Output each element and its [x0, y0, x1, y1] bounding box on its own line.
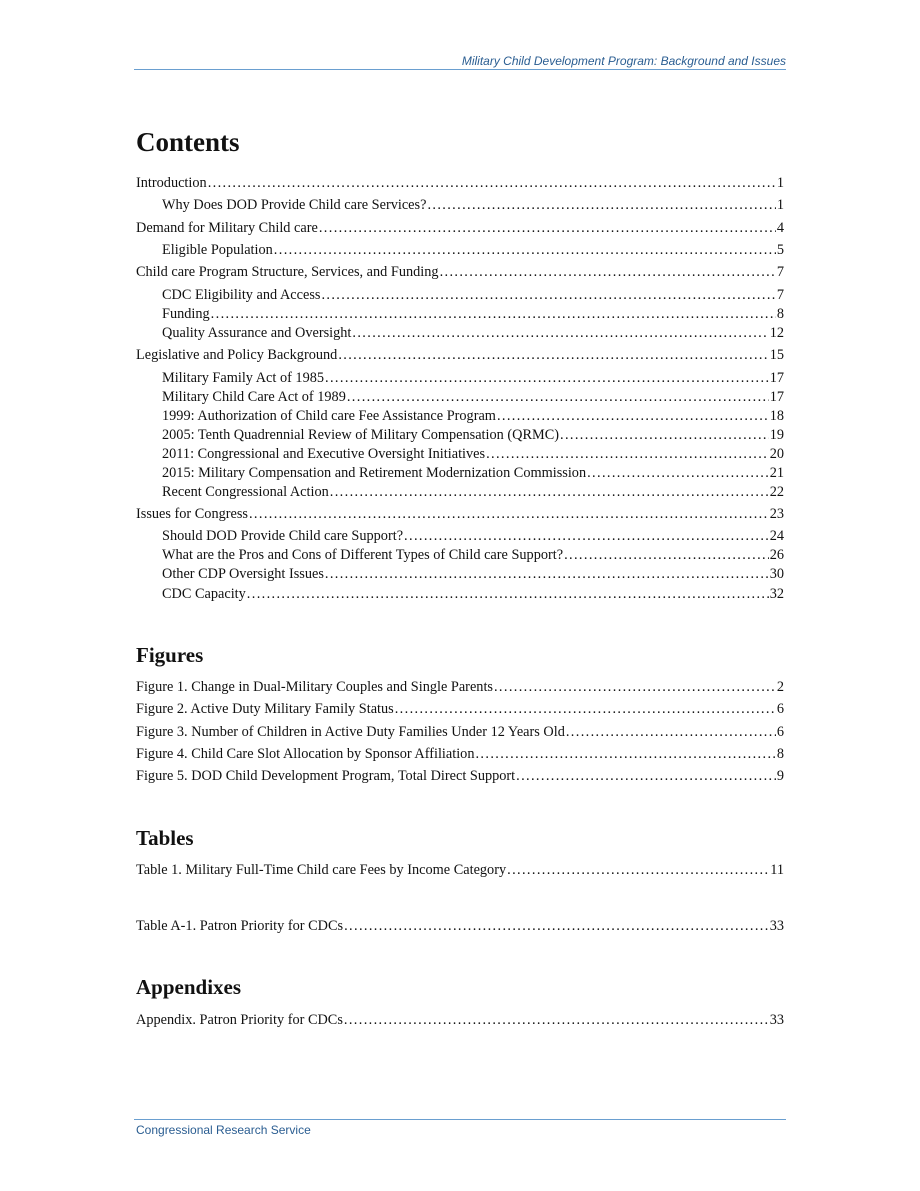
figure-entry-label: Figure 1. Change in Dual-Military Couples and Single Parents [136, 679, 493, 695]
table-entry[interactable] [136, 862, 784, 879]
appendixes-heading: Appendixes [136, 975, 242, 999]
toc-entry-page: 22 [769, 484, 784, 500]
toc-entry-page: 1 [776, 175, 784, 191]
figure-entry-label: Figure 5. DOD Child Development Program, Total Direct Support [136, 768, 516, 784]
toc-entry-label: Eligible Population [162, 242, 273, 258]
table-entry-label: Table A-1. Patron Priority for CDCs [136, 918, 344, 934]
toc-entry-label: Child care Program Structure, Services, and Funding [136, 264, 439, 280]
table-entry-label: Table 1. Military Full-Time Child care Fees by Income Category [136, 862, 507, 878]
figure-entry-page: 2 [776, 679, 784, 695]
toc-entry[interactable] [162, 484, 784, 501]
toc-entry[interactable] [136, 175, 784, 192]
toc-entry[interactable] [162, 197, 784, 214]
toc-entry-label: Why Does DOD Provide Child care Services? [162, 197, 427, 213]
toc-entry-label: 2015: Military Compensation and Retirement Modernization Commission [162, 465, 587, 481]
toc-entry[interactable] [162, 465, 784, 482]
toc-entry-label: Recent Congressional Action [162, 484, 329, 500]
toc-leader [249, 506, 769, 523]
toc-leader [274, 242, 776, 259]
toc-entry[interactable] [136, 220, 784, 237]
toc-entry-label: CDC Eligibility and Access [162, 287, 321, 303]
toc-leader [497, 408, 769, 425]
toc-entry-label: Should DOD Provide Child care Support? [162, 528, 404, 544]
toc-entry-label: Military Child Care Act of 1989 [162, 389, 346, 405]
toc-entry[interactable] [162, 287, 784, 304]
figure-entry-page: 8 [776, 746, 784, 762]
toc-leader [325, 370, 769, 387]
toc-leader [516, 768, 776, 785]
figure-entry[interactable] [136, 768, 784, 785]
toc-entry-page: 18 [769, 408, 784, 424]
toc-leader [440, 264, 776, 281]
toc-entry[interactable] [162, 586, 784, 603]
toc-entry[interactable] [162, 325, 784, 342]
toc-entry[interactable] [162, 242, 784, 259]
appendix-entry-page: 33 [769, 1012, 784, 1028]
figure-entry[interactable] [136, 746, 784, 763]
toc-leader [507, 862, 769, 879]
toc-entry[interactable] [162, 446, 784, 463]
toc-entry[interactable] [136, 347, 784, 364]
toc-entry[interactable] [162, 427, 784, 444]
toc-entry-label: Military Family Act of 1985 [162, 370, 325, 386]
table-entry[interactable] [136, 918, 784, 935]
toc-leader [344, 918, 769, 935]
table-entry-page: 33 [769, 918, 784, 934]
figures-heading: Figures [136, 643, 204, 667]
toc-leader [352, 325, 768, 342]
figure-entry-label: Figure 2. Active Duty Military Family Status [136, 701, 394, 717]
toc-entry-page: 8 [776, 306, 784, 322]
figure-entry-label: Figure 3. Number of Children in Active Duty Families Under 12 Years Old [136, 724, 565, 740]
toc-leader [344, 1012, 769, 1029]
toc-entry-label: 2011: Congressional and Executive Oversight Initiatives [162, 446, 486, 462]
toc-leader [247, 586, 769, 603]
toc-leader [211, 306, 776, 323]
toc-leader [427, 197, 775, 214]
toc-entry[interactable] [162, 547, 784, 564]
toc-leader [486, 446, 769, 463]
toc-leader [404, 528, 769, 545]
toc-leader [325, 566, 769, 583]
toc-leader [587, 465, 769, 482]
appendix-entry-label: Appendix. Patron Priority for CDCs [136, 1012, 343, 1028]
toc-entry-page: 23 [769, 506, 784, 522]
toc-entry[interactable] [136, 506, 784, 523]
toc-entry[interactable] [162, 389, 784, 406]
toc-leader [560, 427, 769, 444]
toc-entry-label: Introduction [136, 175, 207, 191]
toc-entry-label: Issues for Congress [136, 506, 248, 522]
toc-entry[interactable] [162, 566, 784, 583]
toc-entry-label: CDC Capacity [162, 586, 246, 602]
toc-leader [494, 679, 776, 696]
toc-entry-page: 17 [769, 370, 784, 386]
toc-entry-page: 21 [769, 465, 784, 481]
figure-entry-page: 6 [776, 701, 784, 717]
toc-entry-page: 26 [769, 547, 784, 563]
toc-entry-label: 1999: Authorization of Child care Fee Assistance Program [162, 408, 496, 424]
toc-entry-label: Demand for Military Child care [136, 220, 318, 236]
footer-rule [134, 1119, 786, 1120]
toc-leader [475, 746, 775, 763]
toc-entry-label: Legislative and Policy Background [136, 347, 338, 363]
toc-entry[interactable] [162, 370, 784, 387]
toc-entry-label: Other CDP Oversight Issues [162, 566, 324, 582]
figure-entry[interactable] [136, 701, 784, 718]
toc-entry-label: What are the Pros and Cons of Different Types of Child care Support? [162, 547, 564, 563]
toc-leader [208, 175, 776, 192]
figure-entry[interactable] [136, 679, 784, 696]
figure-entry[interactable] [136, 724, 784, 741]
toc-leader [564, 547, 769, 564]
header-rule [134, 69, 786, 70]
toc-entry-page: 4 [776, 220, 784, 236]
toc-entry[interactable] [136, 264, 784, 281]
figure-entry-page: 6 [776, 724, 784, 740]
toc-leader [321, 287, 775, 304]
toc-leader [338, 347, 768, 364]
appendix-entry[interactable] [136, 1012, 784, 1029]
toc-entry-page: 19 [769, 427, 784, 443]
toc-leader [566, 724, 776, 741]
toc-entry-page: 15 [769, 347, 784, 363]
toc-entry[interactable] [162, 306, 784, 323]
tables-heading: Tables [136, 826, 194, 850]
toc-entry-label: Funding [162, 306, 210, 322]
toc-leader [395, 701, 776, 718]
toc-entry-page: 1 [776, 197, 784, 213]
toc-leader [319, 220, 776, 237]
table-entry-page: 11 [770, 862, 784, 878]
toc-entry-page: 7 [776, 287, 784, 303]
toc-entry-page: 7 [776, 264, 784, 280]
toc-entry[interactable] [162, 528, 784, 545]
toc-entry-page: 30 [769, 566, 784, 582]
toc-entry-label: 2005: Tenth Quadrennial Review of Military Compensation (QRMC) [162, 427, 560, 443]
toc-entry-page: 32 [769, 586, 784, 602]
toc-entry-page: 5 [776, 242, 784, 258]
toc-entry-page: 12 [769, 325, 784, 341]
running-header: Military Child Development Program: Background and Issues [461, 54, 786, 68]
contents-heading: Contents [136, 127, 240, 157]
toc-leader [347, 389, 769, 406]
toc-entry-page: 24 [769, 528, 784, 544]
figure-entry-page: 9 [776, 768, 784, 784]
toc-entry-label: Quality Assurance and Oversight [162, 325, 352, 341]
toc-entry-page: 17 [769, 389, 784, 405]
toc-leader [330, 484, 769, 501]
toc-entry[interactable] [162, 408, 784, 425]
figure-entry-label: Figure 4. Child Care Slot Allocation by Sponsor Affiliation [136, 746, 475, 762]
toc-entry-page: 20 [769, 446, 784, 462]
running-footer: Congressional Research Service [136, 1123, 311, 1137]
